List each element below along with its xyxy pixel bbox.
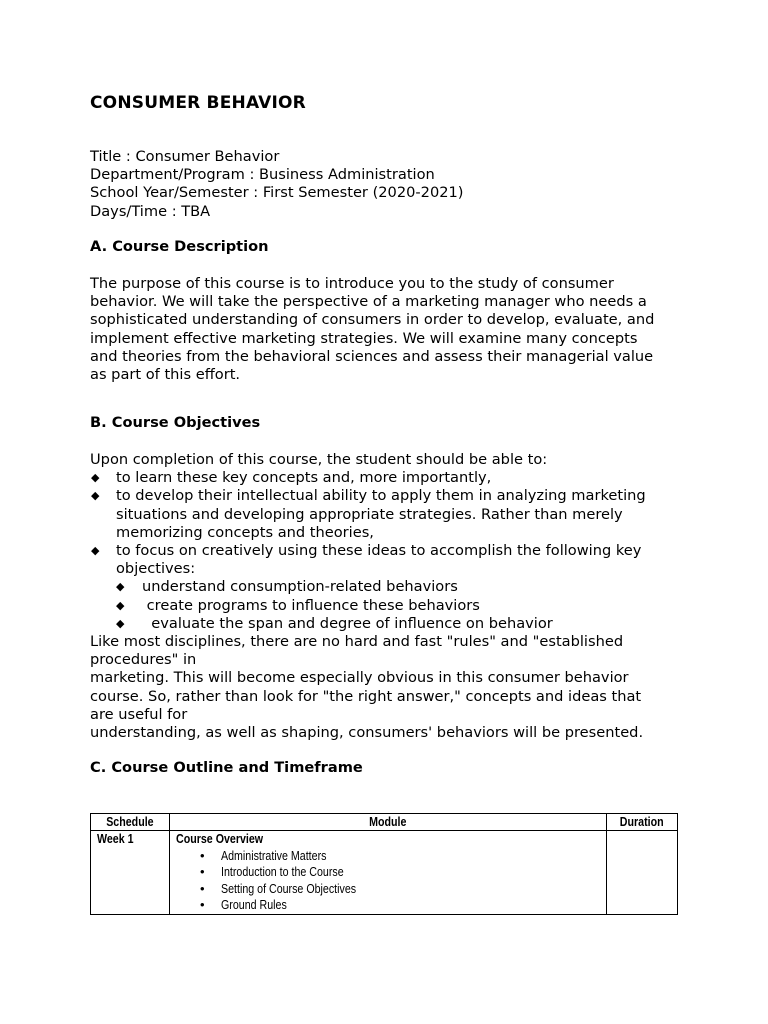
section-a-heading: A. Course Description xyxy=(90,238,269,255)
info-school-year: School Year/Semester : First Semester (2020-2021) xyxy=(90,184,464,202)
list-item: • Ground Rules xyxy=(200,897,287,912)
list-item: • Administrative Matters xyxy=(200,847,327,863)
closing-line: marketing. This will become especially obvious in this consumer behavior xyxy=(90,669,629,687)
description-line: behavior. We will take the perspective of a marketing manager who needs a xyxy=(90,293,647,311)
closing-line: understanding, as well as shaping, consumers' behaviors will be presented. xyxy=(90,724,644,742)
bullet-dot-icon: • xyxy=(200,880,205,896)
objective-bullet xyxy=(90,469,680,487)
course-objectives xyxy=(90,451,680,742)
list-item: • Introduction to the Course xyxy=(200,864,344,879)
duration-header: Duration xyxy=(607,814,678,831)
objective-line: to develop their intellectual ability to apply them in analyzing marketing xyxy=(116,487,646,505)
objective-bullet xyxy=(90,487,680,542)
module-header: Module xyxy=(170,814,607,831)
course-description xyxy=(90,275,680,384)
section-c-heading: C. Course Outline and Timeframe xyxy=(90,759,363,776)
objective-sub-bullet xyxy=(90,597,680,615)
info-title: Title : Consumer Behavior xyxy=(90,148,280,165)
objective-line: to learn these key concepts and, more importantly, xyxy=(116,469,492,487)
info-department: Department/Program : Business Administration xyxy=(90,166,435,184)
description-line: and theories from the behavioral sciences and assess their managerial value xyxy=(90,347,654,365)
bullet-dot-icon: • xyxy=(200,897,205,912)
document-title: CONSUMER BEHAVIOR xyxy=(90,93,306,113)
closing-line: are useful for xyxy=(90,705,188,723)
objective-line: to focus on creatively using these ideas to accomplish the following key xyxy=(116,542,642,560)
module-items xyxy=(176,848,600,914)
table-row xyxy=(91,831,678,915)
module-cell xyxy=(170,831,607,915)
diamond-bullet-icon: ◆ xyxy=(116,616,125,630)
diamond-bullet-icon: ◆ xyxy=(116,580,125,594)
sub-bullet-text: create programs to influence these behaviors xyxy=(142,596,480,614)
closing-line: procedures" in xyxy=(90,651,197,669)
objective-line: memorizing concepts and theories, xyxy=(116,523,374,541)
closing-line: Like most disciplines, there are no hard and fast "rules" and "established xyxy=(90,633,624,651)
objective-sub-bullet xyxy=(90,578,680,596)
closing-line: course. So, rather than look for "the right answer," concepts and ideas that xyxy=(90,687,642,705)
objectives-intro: Upon completion of this course, the student should be able to: xyxy=(90,451,548,468)
course-outline-table xyxy=(90,813,678,915)
objective-bullet xyxy=(90,542,680,578)
info-days-time: Days/Time : TBA xyxy=(90,202,211,220)
sub-bullet-text: evaluate the span and degree of influence on behavior xyxy=(142,614,553,632)
table-header-row xyxy=(91,814,678,831)
bullet-dot-icon: • xyxy=(200,847,205,863)
description-line: implement effective marketing strategies. We will examine many concepts xyxy=(90,329,638,347)
diamond-bullet-icon: ◆ xyxy=(91,544,100,558)
description-line: sophisticated understanding of consumers in order to develop, evaluate, and xyxy=(90,311,655,329)
diamond-bullet-icon: ◆ xyxy=(116,598,125,612)
module-title: Course Overview xyxy=(176,831,264,846)
course-info xyxy=(90,148,464,221)
objective-line: situations and developing appropriate strategies. Rather than merely xyxy=(116,505,623,523)
sub-bullet-text: understand consumption-related behaviors xyxy=(142,578,458,596)
schedule-cell: Week 1 xyxy=(91,831,170,915)
list-item: • Setting of Course Objectives xyxy=(200,880,357,896)
objective-line: objectives: xyxy=(116,560,196,578)
diamond-bullet-icon: ◆ xyxy=(91,471,100,485)
section-b-heading: B. Course Objectives xyxy=(90,414,261,431)
description-line: The purpose of this course is to introduce you to the study of consumer xyxy=(90,275,614,292)
objective-sub-bullet xyxy=(90,615,680,633)
schedule-header: Schedule xyxy=(91,814,170,831)
duration-cell xyxy=(607,831,678,915)
description-line: as part of this effort. xyxy=(90,366,241,384)
diamond-bullet-icon: ◆ xyxy=(91,489,100,503)
bullet-dot-icon: • xyxy=(200,864,205,879)
